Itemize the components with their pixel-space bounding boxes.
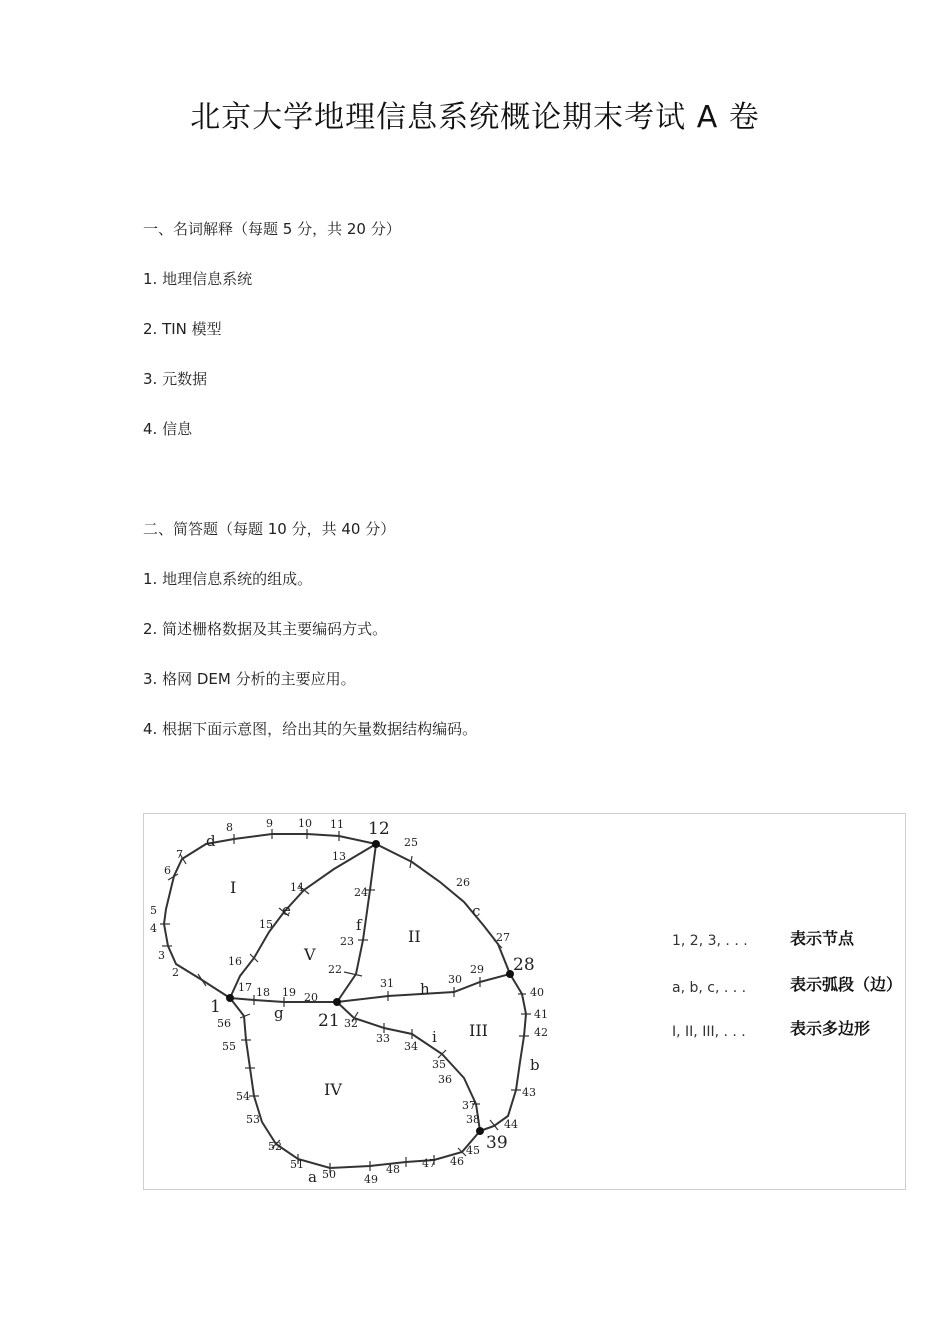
vertex-label: 41 xyxy=(534,1008,548,1021)
node-12-dot xyxy=(372,840,380,848)
arc-label-e: e xyxy=(282,901,291,919)
vertex-label: 5 xyxy=(150,904,157,917)
vertex-label: 14 xyxy=(290,881,304,894)
section2-heading: 二、简答题（每题 10 分，共 40 分） xyxy=(143,520,396,538)
vertex-label: 29 xyxy=(470,963,484,976)
vertex-label: 27 xyxy=(496,931,510,944)
legend-key-nodes: 1, 2, 3, . . . xyxy=(672,933,748,949)
vertex-label: 10 xyxy=(298,817,312,830)
vertex-label: 38 xyxy=(466,1113,480,1126)
vertex-label: 53 xyxy=(246,1113,260,1126)
vertex-label: 13 xyxy=(332,850,346,863)
arc-label-f: f xyxy=(356,916,362,934)
polygon-label-III: III xyxy=(469,1021,488,1040)
vertex-label: 2 xyxy=(172,966,179,979)
vertex-label: 34 xyxy=(404,1040,418,1053)
arc-b-line xyxy=(480,974,526,1131)
arc-label-a: a xyxy=(308,1168,317,1186)
vertex-label: 4 xyxy=(150,922,157,935)
node-label-39: 39 xyxy=(486,1133,508,1153)
vertex-label: 3 xyxy=(158,949,165,962)
vertex-label: 6 xyxy=(164,864,171,877)
vertex-label: 24 xyxy=(354,886,368,899)
vertex-label: 33 xyxy=(376,1032,390,1045)
page-title: 北京大学地理信息系统概论期末考试 A 卷 xyxy=(190,100,760,135)
section2-item-2: 2. 简述栅格数据及其主要编码方式。 xyxy=(143,620,388,638)
polygon-label-IV: IV xyxy=(324,1080,342,1099)
node-21-dot xyxy=(333,998,341,1006)
arc-i-line xyxy=(337,1002,480,1131)
vertex-label: 43 xyxy=(522,1086,536,1099)
vertex-label: 36 xyxy=(438,1073,452,1086)
arc-label-h: h xyxy=(420,980,430,998)
vertex-label: 32 xyxy=(344,1017,358,1030)
node-label-28: 28 xyxy=(513,955,535,975)
vertex-label: 47 xyxy=(422,1157,436,1170)
legend xyxy=(672,929,902,1040)
vertex-label: 11 xyxy=(330,818,344,831)
section2-item-4: 4. 根据下面示意图，给出其的矢量数据结构编码。 xyxy=(143,720,478,738)
vertex-label: 26 xyxy=(456,876,470,889)
vertex-label: 40 xyxy=(530,986,544,999)
vertex-label: 54 xyxy=(236,1090,250,1103)
arc-label-i: i xyxy=(432,1028,437,1046)
polygon-label-I: I xyxy=(230,878,237,897)
vertex-label: 30 xyxy=(448,973,462,986)
node-label-21: 21 xyxy=(318,1011,340,1031)
vertex-label: 56 xyxy=(217,1017,231,1030)
legend-value-arcs: 表示弧段（边） xyxy=(790,975,903,994)
topology-diagram xyxy=(144,814,907,1191)
vertex-label: 15 xyxy=(259,918,273,931)
section1-heading: 一、名词解释（每题 5 分，共 20 分） xyxy=(143,220,401,238)
vertex-label: 25 xyxy=(404,836,418,849)
arc-label-g: g xyxy=(274,1004,284,1022)
arc-label-d: d xyxy=(206,832,216,850)
vector-structure-figure xyxy=(143,813,906,1190)
vertex-label: 9 xyxy=(266,817,273,830)
section1-item-4: 4. 信息 xyxy=(143,420,193,438)
node-39-dot xyxy=(476,1127,484,1135)
vertex-label: 37 xyxy=(462,1099,476,1112)
vertex-label: 8 xyxy=(226,821,233,834)
legend-value-polygons: 表示多边形 xyxy=(790,1019,871,1038)
vertex-label: 42 xyxy=(534,1026,548,1039)
vertex-label: 48 xyxy=(386,1163,400,1176)
vertex-label: 49 xyxy=(364,1173,378,1186)
vertex-label: 46 xyxy=(450,1155,464,1168)
node-label-1: 1 xyxy=(210,997,221,1017)
section1-item-2: 2. TIN 模型 xyxy=(143,320,222,338)
arc-c-line xyxy=(376,844,510,974)
vertex-label: 23 xyxy=(340,935,354,948)
vertex-label: 16 xyxy=(228,955,242,968)
polygon-label-II: II xyxy=(408,927,421,946)
arc-e-line xyxy=(230,844,376,998)
vertex-label: 22 xyxy=(328,963,342,976)
vertex-label: 50 xyxy=(322,1168,336,1181)
vertex-label: 17 xyxy=(238,981,252,994)
vertex-label: 18 xyxy=(256,986,270,999)
node-label-12: 12 xyxy=(368,819,390,839)
arc-label-c: c xyxy=(472,902,481,920)
arc-label-b: b xyxy=(530,1056,540,1074)
vertex-label: 51 xyxy=(290,1158,304,1171)
legend-key-arcs: a, b, c, . . . xyxy=(672,980,747,996)
section2-item-3: 3. 格网 DEM 分析的主要应用。 xyxy=(143,670,356,688)
vertex-label: 7 xyxy=(176,848,183,861)
vertex-label: 45 xyxy=(466,1144,480,1157)
vertex-label: 20 xyxy=(304,991,318,1004)
section1-item-1: 1. 地理信息系统 xyxy=(143,270,253,288)
legend-value-nodes: 表示节点 xyxy=(790,929,855,948)
vertex-label: 55 xyxy=(222,1040,236,1053)
vertex-label: 19 xyxy=(282,986,296,999)
section1-item-3: 3. 元数据 xyxy=(143,370,208,388)
node-1-dot xyxy=(226,994,234,1002)
polygon-label-V: V xyxy=(304,945,316,964)
legend-key-polygons: I, II, III, . . . xyxy=(672,1024,746,1040)
vertex-label: 31 xyxy=(380,977,394,990)
section2-item-1: 1. 地理信息系统的组成。 xyxy=(143,570,313,588)
vertex-label: 35 xyxy=(432,1058,446,1071)
vertex-label: 52 xyxy=(268,1140,282,1153)
vertex-label: 44 xyxy=(504,1118,518,1131)
